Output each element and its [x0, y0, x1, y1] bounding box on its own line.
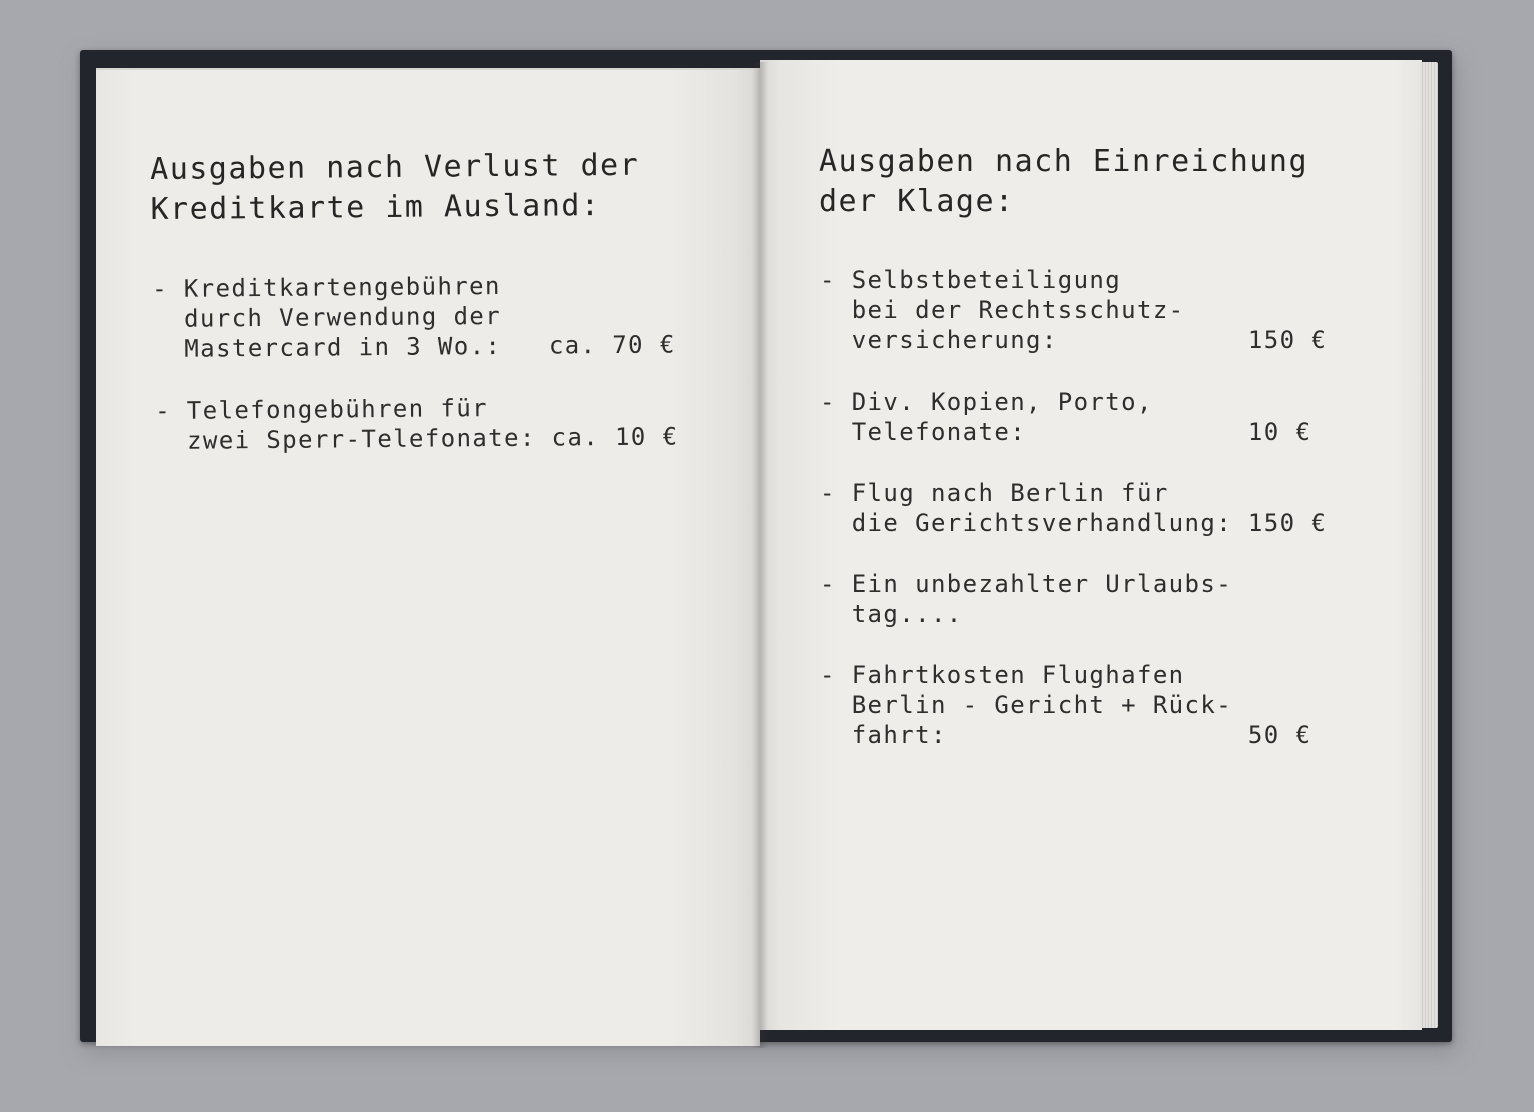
list-item: - Telefongebühren für zwei Sperr-Telefonate: ca. 10 € [155, 394, 679, 455]
list-item: - Ein unbezahlter Urlaubs- tag.... [820, 570, 1233, 628]
right-page-heading: Ausgaben nach Einreichung der Klage: [819, 144, 1309, 219]
list-item: - Flug nach Berlin für die Gerichtsverhandlung: 150 € [820, 479, 1328, 537]
left-page-heading: Ausgaben nach Verlust der Kreditkarte im Ausland: [150, 147, 640, 227]
list-item: - Div. Kopien, Porto, Telefonate: 10 € [820, 388, 1312, 446]
list-item: - Selbstbeteiligung bei der Rechtsschutz- versicherung: 150 € [820, 266, 1328, 354]
page-edges [1420, 62, 1438, 1028]
list-item: - Fahrtkosten Flughafen Berlin - Gericht + Rück- fahrt: 50 € [820, 661, 1312, 749]
list-item: - Kreditkartengebühren durch Verwendung der Mastercard in 3 Wo.: ca. 70 € [152, 271, 676, 363]
book-gutter [752, 62, 768, 1048]
